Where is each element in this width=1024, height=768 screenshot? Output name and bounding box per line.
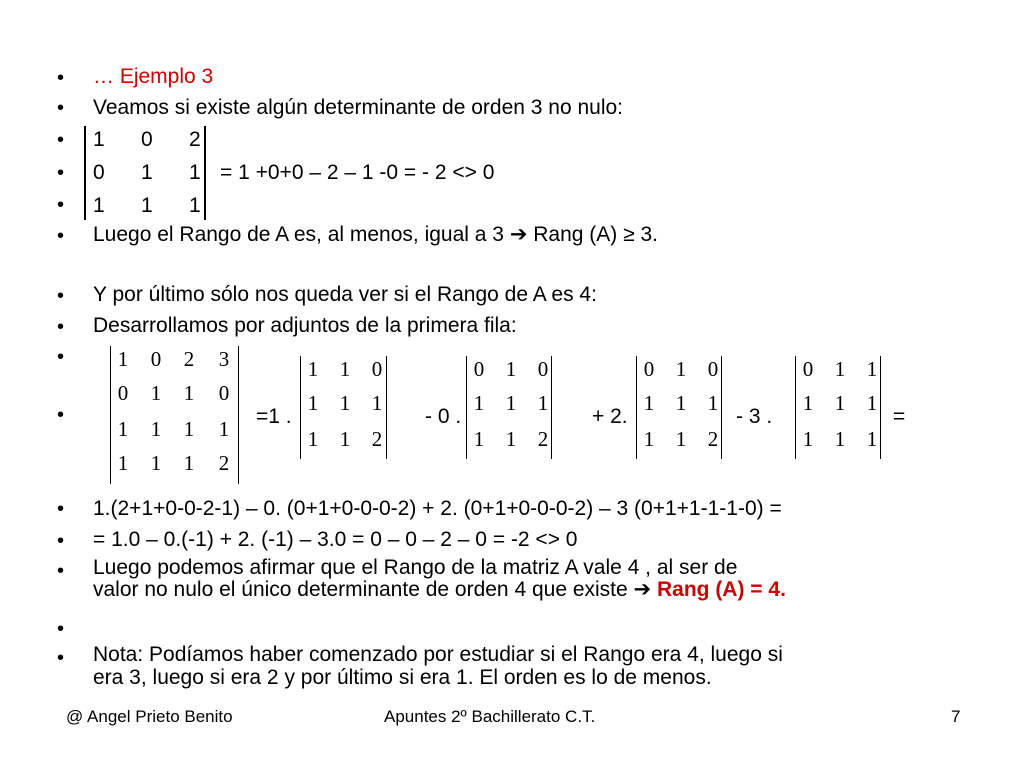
bullet: • — [57, 346, 65, 368]
bullet: • — [57, 162, 65, 184]
matrix-cell: 1 — [339, 357, 351, 381]
bullet: • — [57, 530, 65, 552]
matrix-cell: 0 — [643, 357, 655, 381]
bullet: • — [57, 129, 65, 151]
matrix-cell: 1 — [218, 417, 230, 441]
text-nota-2: era 3, luego si era 2 y por último si era 1. El orden es lo de menos. — [93, 666, 712, 689]
footer-page-number: 7 — [951, 707, 961, 726]
text-desarrollamos: Desarrollamos por adjuntos de la primera fila: — [93, 314, 517, 337]
matrix-cell: 1 — [866, 357, 878, 381]
text-calc-1: 1.(2+1+0-0-2-1) – 0. (0+1+0-0-0-2) + 2. (0+1+0-0-0-2) – 3 (0+1+1-1-1-0) = — [93, 497, 782, 520]
matrix-cell: 0 — [537, 357, 549, 381]
matrix-cell: 1 — [505, 357, 517, 381]
bullet: • — [57, 316, 65, 338]
matrix-bar-left — [110, 346, 111, 484]
matrix-cell: 2 — [371, 427, 383, 451]
bullet: • — [57, 647, 65, 669]
matrix-cell: 2 — [707, 427, 719, 451]
text-veamos: Veamos si existe algún determinante de orden 3 no nulo: — [93, 96, 624, 119]
arrow-icon: ➔ — [509, 223, 528, 246]
bullet: • — [57, 225, 65, 247]
matrix-cell: 1 — [802, 391, 814, 415]
text-calc-2: = 1.0 – 0.(-1) + 2. (-1) – 3.0 = 0 – 0 – 2 – 0 = -2 <> 0 — [93, 528, 578, 551]
matrix-cell: 1 — [675, 427, 687, 451]
matrix-cell: 1 — [473, 391, 485, 415]
minor-bar-left — [466, 356, 467, 459]
matrix-cell: 1 — [117, 417, 129, 441]
equals-sign: = — [893, 405, 906, 428]
determinant-bar-left — [84, 126, 86, 220]
matrix-cell: 1 — [117, 451, 129, 475]
matrix-cell: 1 — [866, 391, 878, 415]
matrix-cell: 1 — [307, 357, 319, 381]
conclusion-highlight: Rang (A) = 4. — [656, 578, 786, 601]
text-nota-1: Nota: Podíamos haber comenzado por estudiar si el Rango era 4, luego si — [93, 643, 783, 666]
determinant-result: = 1 +0+0 – 2 – 1 -0 = - 2 <> 0 — [220, 161, 495, 184]
text-rango-3: Luego el Rango de A es, al menos, igual a 3 ➔ Rang (A) ≥ 3. — [93, 223, 658, 246]
matrix-cell: 1 — [371, 391, 383, 415]
bullet: • — [57, 67, 65, 89]
matrix-cell: 1 — [307, 391, 319, 415]
determinant-rows — [93, 123, 237, 222]
matrix-cell: 1 — [339, 391, 351, 415]
matrix-cell: 1 — [339, 427, 351, 451]
matrix-cell: 1 — [117, 347, 129, 371]
minor-bar-left — [795, 356, 796, 459]
matrix-cell: 0 — [707, 357, 719, 381]
matrix-bar-right — [238, 346, 239, 484]
matrix-cell: 0 — [802, 357, 814, 381]
determinant-row: 1 1 1 — [93, 194, 201, 217]
matrix-cell: 1 — [834, 391, 846, 415]
matrix-cell: 3 — [218, 347, 230, 371]
determinant-row: 0 1 1 — [93, 161, 201, 184]
minor-coefficient: - 0 . — [425, 405, 462, 428]
matrix-cell: 1 — [473, 427, 485, 451]
text-conclusion-1: Luego podemos afirmar que el Rango de la matriz A vale 4 , al ser de — [93, 556, 738, 579]
minor-bar-left — [636, 356, 637, 459]
matrix-cell: 1 — [537, 391, 549, 415]
text-y-por-ultimo: Y por último sólo nos queda ver si el Rango de A es 4: — [93, 283, 597, 306]
matrix-cell: 1 — [150, 417, 162, 441]
matrix-cell: 1 — [802, 427, 814, 451]
matrix-cell: 2 — [183, 347, 195, 371]
example-heading: … Ejemplo 3 — [93, 65, 214, 88]
matrix-cell: 1 — [505, 391, 517, 415]
matrix-cell: 0 — [150, 347, 162, 371]
bullet: • — [57, 194, 65, 216]
bullet: • — [57, 560, 65, 582]
matrix-cell: 1 — [183, 451, 195, 475]
matrix-cell: 1 — [834, 427, 846, 451]
matrix-cell: 1 — [183, 417, 195, 441]
matrix-cell: 0 — [473, 357, 485, 381]
matrix-cell: 1 — [675, 357, 687, 381]
matrix-cell: 0 — [371, 357, 383, 381]
matrix-cell: 1 — [643, 427, 655, 451]
matrix-cell: 2 — [537, 427, 549, 451]
matrix-cell: 1 — [675, 391, 687, 415]
bullet: • — [57, 285, 65, 307]
determinant-row: 1 0 2 — [93, 128, 201, 151]
matrix-cell: 1 — [643, 391, 655, 415]
bullet: • — [57, 97, 65, 119]
minor-coefficient: - 3 . — [736, 405, 773, 428]
footer-author: @ Angel Prieto Benito — [66, 707, 233, 726]
matrix-cell: 0 — [218, 381, 230, 405]
matrix-cell: 1 — [150, 451, 162, 475]
matrix-cell: 1 — [183, 381, 195, 405]
arrow-icon: ➔ — [633, 578, 652, 601]
text-conclusion-2: valor no nulo el único determinante de orden 4 que existe ➔ Rang (A) = 4. — [93, 578, 786, 601]
minor-coefficient: + 2. — [592, 405, 628, 428]
matrix-cell: 1 — [307, 427, 319, 451]
matrix-cell: 1 — [707, 391, 719, 415]
matrix-cell: 0 — [117, 381, 129, 405]
matrix-cell: 1 — [150, 381, 162, 405]
footer-course: Apuntes 2º Bachillerato C.T. — [384, 707, 596, 726]
bullet: • — [57, 404, 65, 426]
matrix-cell: 1 — [505, 427, 517, 451]
bullet: • — [57, 618, 65, 640]
matrix-cell: 2 — [218, 451, 230, 475]
minor-bar-left — [300, 356, 301, 459]
matrix-cell: 1 — [866, 427, 878, 451]
minor-coefficient: =1 . — [256, 405, 292, 428]
matrix-cell: 1 — [834, 357, 846, 381]
bullet: • — [57, 498, 65, 520]
